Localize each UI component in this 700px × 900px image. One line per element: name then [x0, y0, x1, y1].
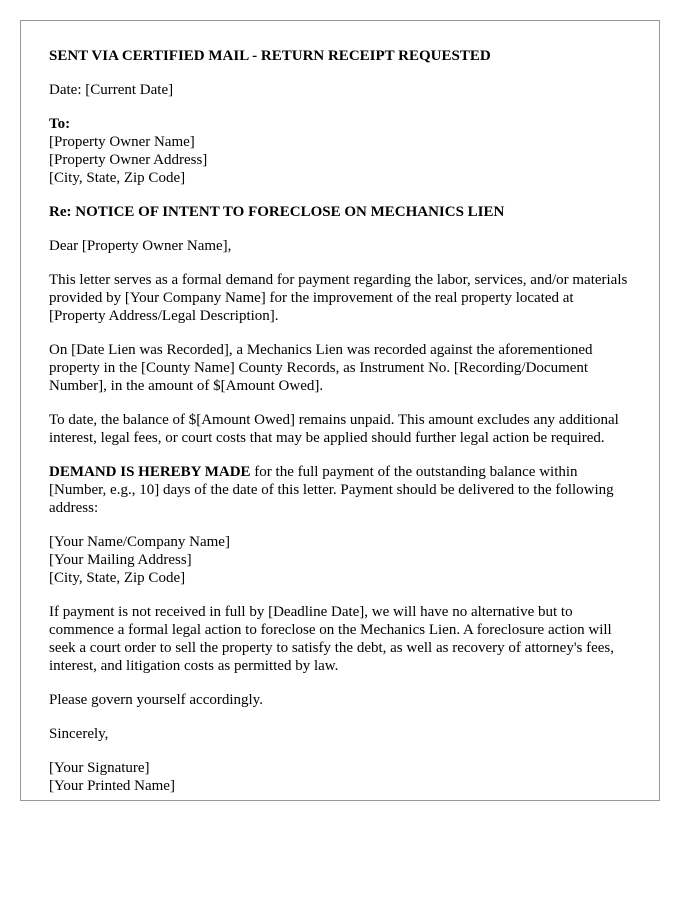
balance-paragraph: To date, the balance of $[Amount Owed] remains unpaid. This amount excludes any additional interest, legal fees, or court costs that may be applied should further legal action be required.	[49, 412, 619, 446]
recipient-name: [Property Owner Name]	[49, 134, 195, 150]
consequence-paragraph: If payment is not received in full by [Deadline Date], we will have no alternative but to commence a formal legal action to foreclose on the Mechanics Lien. A foreclosure action will seek a court order to sell the property to satisfy the debt, as well as recovery of attorney's fees, interest, and litigation costs as permitted by law.	[49, 604, 615, 674]
salutation: Dear [Property Owner Name],	[49, 238, 232, 254]
certified-mail-notice: SENT VIA CERTIFIED MAIL - RETURN RECEIPT REQUESTED	[49, 48, 491, 64]
payment-mailing-address: [Your Mailing Address]	[49, 552, 192, 568]
intro-paragraph: This letter serves as a formal demand for payment regarding the labor, services, and/or materials provided by [Your Company Name] for the improvement of the real property located at [Property Address/Legal Description].	[49, 272, 628, 324]
recipient-address: [Property Owner Address]	[49, 152, 208, 168]
payment-name: [Your Name/Company Name]	[49, 534, 230, 550]
date-line: Date: [Current Date]	[49, 82, 174, 98]
signature-line: [Your Signature]	[49, 760, 150, 776]
recipient-label: To:	[49, 116, 71, 132]
letter-body	[21, 21, 659, 795]
payment-address-block	[49, 533, 631, 587]
subject-line: Re: NOTICE OF INTENT TO FORECLOSE ON MECHANICS LIEN	[49, 204, 505, 220]
payment-city-state-zip: [City, State, Zip Code]	[49, 570, 186, 586]
signature-block	[49, 759, 631, 795]
sign-off: Sincerely,	[49, 726, 109, 742]
recipient-city-state-zip: [City, State, Zip Code]	[49, 170, 186, 186]
demand-paragraph	[49, 463, 631, 517]
govern-paragraph: Please govern yourself accordingly.	[49, 692, 263, 708]
lien-record-paragraph: On [Date Lien was Recorded], a Mechanics Lien was recorded against the aforementioned property in the [County Name] County Records, as Instrument No. [Recording/Document Number], in the amount of $[Amount Owed].	[49, 342, 593, 394]
demand-text: for the full payment of the outstanding balance within [Number, e.g., 10] days of the date of this letter. Payment should be delivered to the following address:	[49, 464, 614, 516]
printed-name-line: [Your Printed Name]	[49, 778, 175, 794]
letter-page	[20, 20, 660, 801]
recipient-block	[49, 115, 631, 187]
demand-emphasis: DEMAND IS HEREBY MADE	[49, 464, 251, 480]
